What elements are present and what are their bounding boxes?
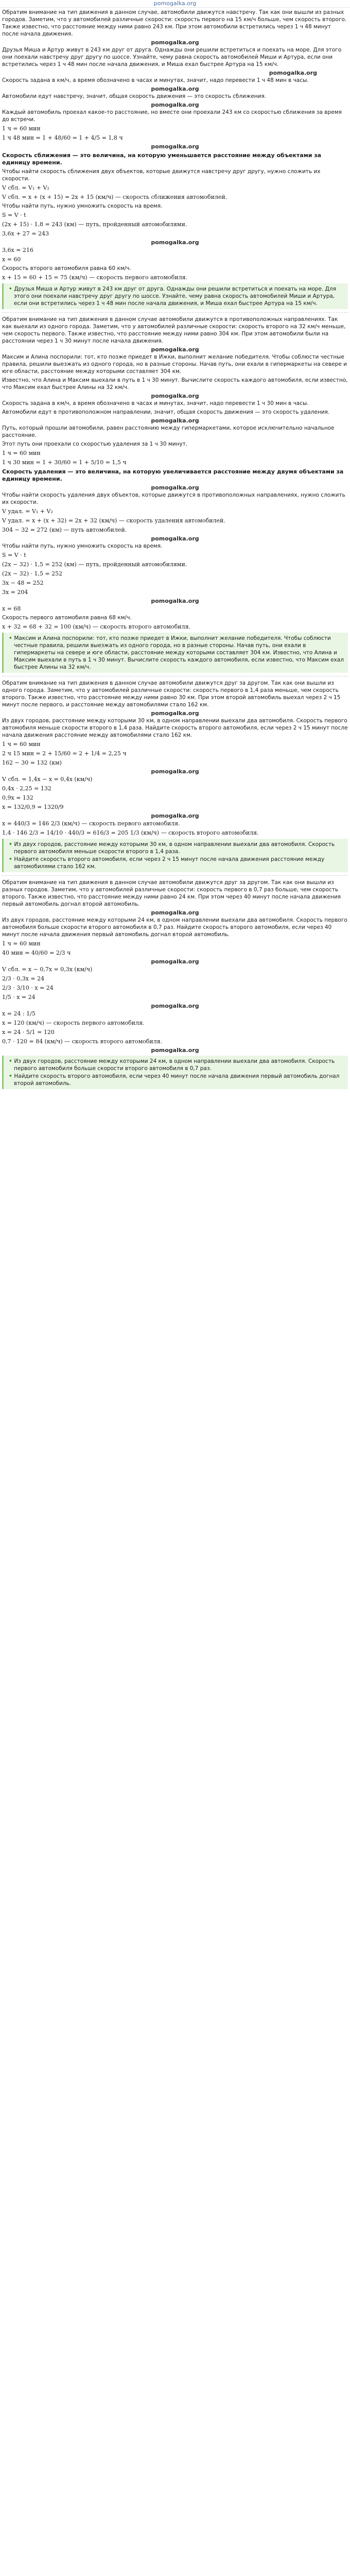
formula-line: 0,7 · 120 = 84 (км/ч) — скорость второго автомобиля. xyxy=(2,1038,163,1045)
formula-line: 1,4 · 146 2/3 = 14/10 · 440/3 = 616/3 = 205 1/3 (км/ч) — скорость второго автомобиля. xyxy=(2,829,259,836)
paragraph: Чтобы найти скорость сближения двух объектов, которые движутся навстречу друг другу, нужно сложить их скорости. xyxy=(2,168,321,182)
watermark: pomogalka.org xyxy=(151,393,199,399)
solution-section xyxy=(2,316,348,673)
formula-line: 40 мин = 40/60 = 2/3 ч xyxy=(2,950,71,956)
paragraph: Чтобы найти скорость удаления двух объектов, которые движутся в противоположных направлениях, нужно сложить их скорости. xyxy=(2,492,345,505)
formula-line: 1 ч = 60 мин xyxy=(2,450,41,456)
paragraph: Скорость задана в км/ч, а время обозначено в часах и минутах, значит, надо перевести 1 ч 48 мин в часы. xyxy=(2,77,309,83)
problem-callout xyxy=(2,633,348,673)
formula-line: x = 440/3 = 146 2/3 (км/ч) — скорость первого автомобиля. xyxy=(2,820,180,827)
watermark: pomogalka.org xyxy=(151,101,199,108)
formula-line: (2x + 15) · 1,8 = 243 (км) — путь, пройденный автомобилями. xyxy=(2,221,187,228)
paragraph: Автомобили едут навстречу, значит, общая скорость движения — это скорость сближения. xyxy=(2,93,267,99)
watermark: pomogalka.org xyxy=(151,143,199,150)
formula-line: 2 ч 15 мин = 2 + 15/60 = 2 + 1/4 = 2,25 ч xyxy=(2,750,127,757)
watermark: pomogalka.org xyxy=(151,484,199,491)
formula-line: x + 15 = 60 + 15 = 75 (км/ч) — скорость первого автомобиля. xyxy=(2,274,188,281)
watermark: pomogalka.org xyxy=(151,1047,199,1054)
watermark: pomogalka.org xyxy=(151,958,199,965)
formula-line: 1 ч 48 мин = 1 + 48/60 = 1 + 4/5 = 1,8 ч xyxy=(2,134,123,141)
watermark: pomogalka.org xyxy=(151,417,199,424)
formula-line: 1 ч = 60 мин xyxy=(2,125,41,132)
formula-line: 2/3 · 3/10 · x = 24 xyxy=(2,985,54,991)
callout-item: • Из двух городов, расстояние между которыми 30 км, в одном направлении выехали два автомобиля. Скорость первого автомобиля меньше скорости второго в 1,4 раза. xyxy=(7,841,345,855)
paragraph: Максим и Алина поспорили: тот, кто позже приедет в Ижки, выполнит желание победителя. Чтобы соблюсти честные правила, решили выезжать из одного города, но в разные стороны. Начав путь, они ехали в гипермаркеты на севере и юге области, расстояние между которыми составляет 304 км. xyxy=(2,354,347,375)
paragraph: Чтобы найти путь, нужно умножить скорость на время. xyxy=(2,543,163,549)
watermark: pomogalka.org xyxy=(151,909,199,916)
watermark: pomogalka.org xyxy=(151,86,199,92)
callout-item: • Из двух городов, расстояние между которыми 24 км, в одном направлении выехали два автомобиля. Скорость первого автомобиля больше скорости второго автомобиля в 0,7 раз. xyxy=(7,1058,345,1072)
formula-line: S = V · t xyxy=(2,212,26,218)
problem-callout xyxy=(2,1056,348,1089)
paragraph: Скорость второго автомобиля равна 60 км/ч. xyxy=(2,265,131,272)
section-divider xyxy=(2,312,348,313)
paragraph: Из двух городов, расстояние между которыми 30 км, в одном направлении выехали два автомобиля. Скорость первого автомобиля меньше скорости второго в 1,4 раза. Найдите скорость второго автомобиля, если через 2 ч 15 минут после начала движения расстояние между автомобилями стало 162 км. xyxy=(2,718,348,738)
formula-line: 0,4x · 2,25 = 132 xyxy=(2,785,51,792)
formula-line: 3x = 204 xyxy=(2,589,28,596)
formula-line: 3,6x = 216 xyxy=(2,247,33,253)
formula-line: x = 24 · 5/1 = 120 xyxy=(2,1029,55,1036)
formula-line: V сбл. = 1,4x − x = 0,4x (км/ч) xyxy=(2,776,93,783)
problem-callout xyxy=(2,839,348,872)
callout-item: • Найдите скорость второго автомобиля, если через 40 минут после начала движения первый автомобиль догнал второй автомобиль. xyxy=(7,1073,345,1087)
formula-line: 3,6x + 27 = 243 xyxy=(2,230,49,237)
problem-callout xyxy=(2,283,348,309)
watermark: pomogalka.org xyxy=(151,346,199,353)
definition-text: Скорость сближения — это величина, на которую уменьшается расстояние между объектами за единицу времени. xyxy=(2,152,322,166)
watermark: pomogalka.org xyxy=(151,239,199,246)
formula-line: x + 32 = 68 + 32 = 100 (км/ч) — скорость второго автомобиля. xyxy=(2,623,191,630)
watermark: pomogalka.org xyxy=(151,535,199,542)
paragraph: Автомобили едут в противоположном направлении, значит, общая скорость движения — это скорость удаления. xyxy=(2,409,330,415)
callout-item: • Друзья Миша и Артур живут в 243 км друг от друга. Однажды они решили встретиться и поехать на море. Для этого они поехали навстречу друг другу по шоссе. Узнайте, чему равна скорость автомобилей Миши и Артура, если они встретились через 1 ч 48 мин после начала движения, и Миша ехал быстрее Артура на 15 км/ч. xyxy=(7,285,345,307)
formula-line: 304 − 32 = 272 (км) — путь автомобилей. xyxy=(2,527,127,533)
paragraph: Скорость первого автомобиля равна 68 км/ч. xyxy=(2,615,132,621)
paragraph: Обратим внимание на тип движения в данном случае автомобили движутся друг за другом. Так как они вышли из одного города. Заметим, что у автомобилей различные скорости: скорость первого в 1,4 раза меньше, чем скорость второго. Также известно, что расстояние между ними равно 30 км. При этом второй автомобиль выехал через 2 ч 15 минут после первого, и расстояние между автомобилями стало 162 км. xyxy=(2,680,341,708)
formula-line: 2/3 · 0,3x = 24 xyxy=(2,975,45,982)
solution-section xyxy=(2,680,348,872)
formula-line: S = V · t xyxy=(2,552,26,558)
watermark: pomogalka.org xyxy=(151,768,199,775)
formula-line: x = 24 : 1/5 xyxy=(2,1010,36,1017)
section-divider xyxy=(2,875,348,876)
paragraph: Обратим внимание на тип движения в данном случае автомобили движутся в противоположных направлениях. Так как выехали из одного города. Заметим, что у автомобилей различные скорости: скорость второго на 32 км/ч меньше, чем скорость первого. Также известно, что расстояние между ними равно 304 км. При этом автомобили были на расстоянии через 1 ч 30 минут после начала движения. xyxy=(2,316,346,344)
formula-line: V сбл. = V₁ + V₂ xyxy=(2,184,49,191)
solution-section xyxy=(2,879,348,1089)
solution-section xyxy=(2,9,348,309)
definition-text: Скорость удаления — это величина, на которую увеличивается расстояние между двумя объектами за единицу времени. xyxy=(2,468,344,482)
watermark: pomogalka.org xyxy=(151,812,199,819)
formula-line: V сбл. = x − 0,7x = 0,3x (км/ч) xyxy=(2,966,93,973)
paragraph: Обратим внимание на тип движения в данном случае автомобили движутся друг за другом. Так как они вышли из разных городов. Заметим, что у автомобилей различные скорости: скорость первого в 0,7 раз больше, чем скорость второго. Также известно, что расстояние между ними равно 24 км. При этом через 40 минут после начала движения первый автомобиль догнал второй автомобиль. xyxy=(2,879,341,907)
watermark: pomogalka.org xyxy=(151,598,199,604)
paragraph: Друзья Миша и Артур живут в 243 км друг от друга. Однажды они решили встретиться и поехать на море. Для этого они поехали навстречу друг другу по шоссе. Узнайте, чему равна скорость автомобилей Миши и Артура, если они встретились через 1 ч 48 мин после начала движения, и Миша ехал быстрее Артура на 15 км/ч. xyxy=(2,47,342,67)
watermark: pomogalka.org xyxy=(151,1003,199,1009)
formula-line: 1/5 · x = 24 xyxy=(2,994,36,1001)
formula-line: (2x − 32) · 1,5 = 252 xyxy=(2,570,63,577)
formula-line: 1 ч = 60 мин xyxy=(2,940,41,947)
formula-line: 1 ч = 60 мин xyxy=(2,741,41,748)
formula-line: V сбл. = x + (x + 15) = 2x + 15 (км/ч) — скорость сближения автомобилей. xyxy=(2,194,227,200)
formula-line: x = 132/0,9 = 1320/9 xyxy=(2,804,64,810)
formula-line: 3x − 48 = 252 xyxy=(2,580,44,586)
callout-item: • Максим и Алина поспорили: тот, кто позже приедет в Ижки, выполнит желание победителя. Чтобы соблюсти честные правила, решили выезжать из одного города, но в разные стороны. Начав путь, они ехали в гипермаркеты на севере и юге области, расстояние между которыми составляет 304 км. Известно, что Алина и Максим выехали в путь в 1 ч 30 минут. Вычислите скорость каждого автомобиля, если известно, что Максим ехал быстрее Алины на 32 км/ч. xyxy=(7,635,345,671)
watermark: pomogalka.org xyxy=(269,70,317,76)
solution-content xyxy=(0,8,350,1089)
formula-line: 1 ч 30 мин = 1 + 30/60 = 1 + 5/10 = 1,5 ч xyxy=(2,459,127,466)
formula-line: V удал. = V₁ + V₂ xyxy=(2,508,53,515)
paragraph: Скорость задана в км/ч, а время обозначено в часах и минутах, значит, надо перевести 1 ч 30 мин в часы. xyxy=(2,400,309,406)
watermark: pomogalka.org xyxy=(151,710,199,717)
paragraph: Каждый автомобиль проехал какое-то расстояние, но вместе они проехали 243 км со скоростью сближения за время до встречи. xyxy=(2,109,342,123)
paragraph: Обратим внимание на тип движения в данном случае, автомобили движутся навстречу. Так как они вышли из разных городов. Заметим, что у автомобилей различные скорости: скорость первого на 15 км/ч больше, чем скорость второго. Также известно, что расстояние между ними равно 243 км. При этом автомобили встретились через 1 ч 48 минут после начала движения. xyxy=(2,9,347,37)
paragraph: Этот путь они проехали со скоростью удаления за 1 ч 30 минут. xyxy=(2,441,188,447)
watermark: pomogalka.org xyxy=(151,39,199,46)
callout-item: • Найдите скорость второго автомобиля, если через 2 ч 15 минут после начала движения расстояние между автомобилями стало 162 км. xyxy=(7,856,345,870)
formula-line: x = 120 (км/ч) — скорость первого автомобиля. xyxy=(2,1020,145,1026)
formula-line: V удал. = x + (x + 32) = 2x + 32 (км/ч) — скорость удаления автомобилей. xyxy=(2,517,225,524)
site-header[interactable]: pomogalka.org xyxy=(0,0,350,8)
formula-line: 162 − 30 = 132 (км) xyxy=(2,759,62,766)
paragraph: Из двух городов, расстояние между которыми 24 км, в одном направлении выехали два автомобиля. Скорость первого автомобиля больше скорости второго автомобиля в 0,7 раз. Найдите скорость второго автомобиля, если через 40 минут после начала движения первый автомобиль догнал второй автомобиль. xyxy=(2,917,347,938)
formula-line: 0,9x = 132 xyxy=(2,794,33,801)
paragraph: Чтобы найти путь, нужно умножить скорость на время. xyxy=(2,203,163,209)
formula-line: x = 60 xyxy=(2,256,21,263)
paragraph: Путь, который прошли автомобили, равен расстоянию между гипермаркетами, которое исключительно начальное расстояние. xyxy=(2,425,335,438)
formula-line: (2x − 32) · 1,5 = 252 (км) — путь, пройденный автомобилями. xyxy=(2,561,187,568)
paragraph: Известно, что Алина и Максим выехали в путь в 1 ч 30 минут. Вычислите скорость каждого автомобиля, если известно, что Максим ехал быстрее Алины на 32 км/ч. xyxy=(2,377,348,391)
formula-line: x = 68 xyxy=(2,605,21,612)
